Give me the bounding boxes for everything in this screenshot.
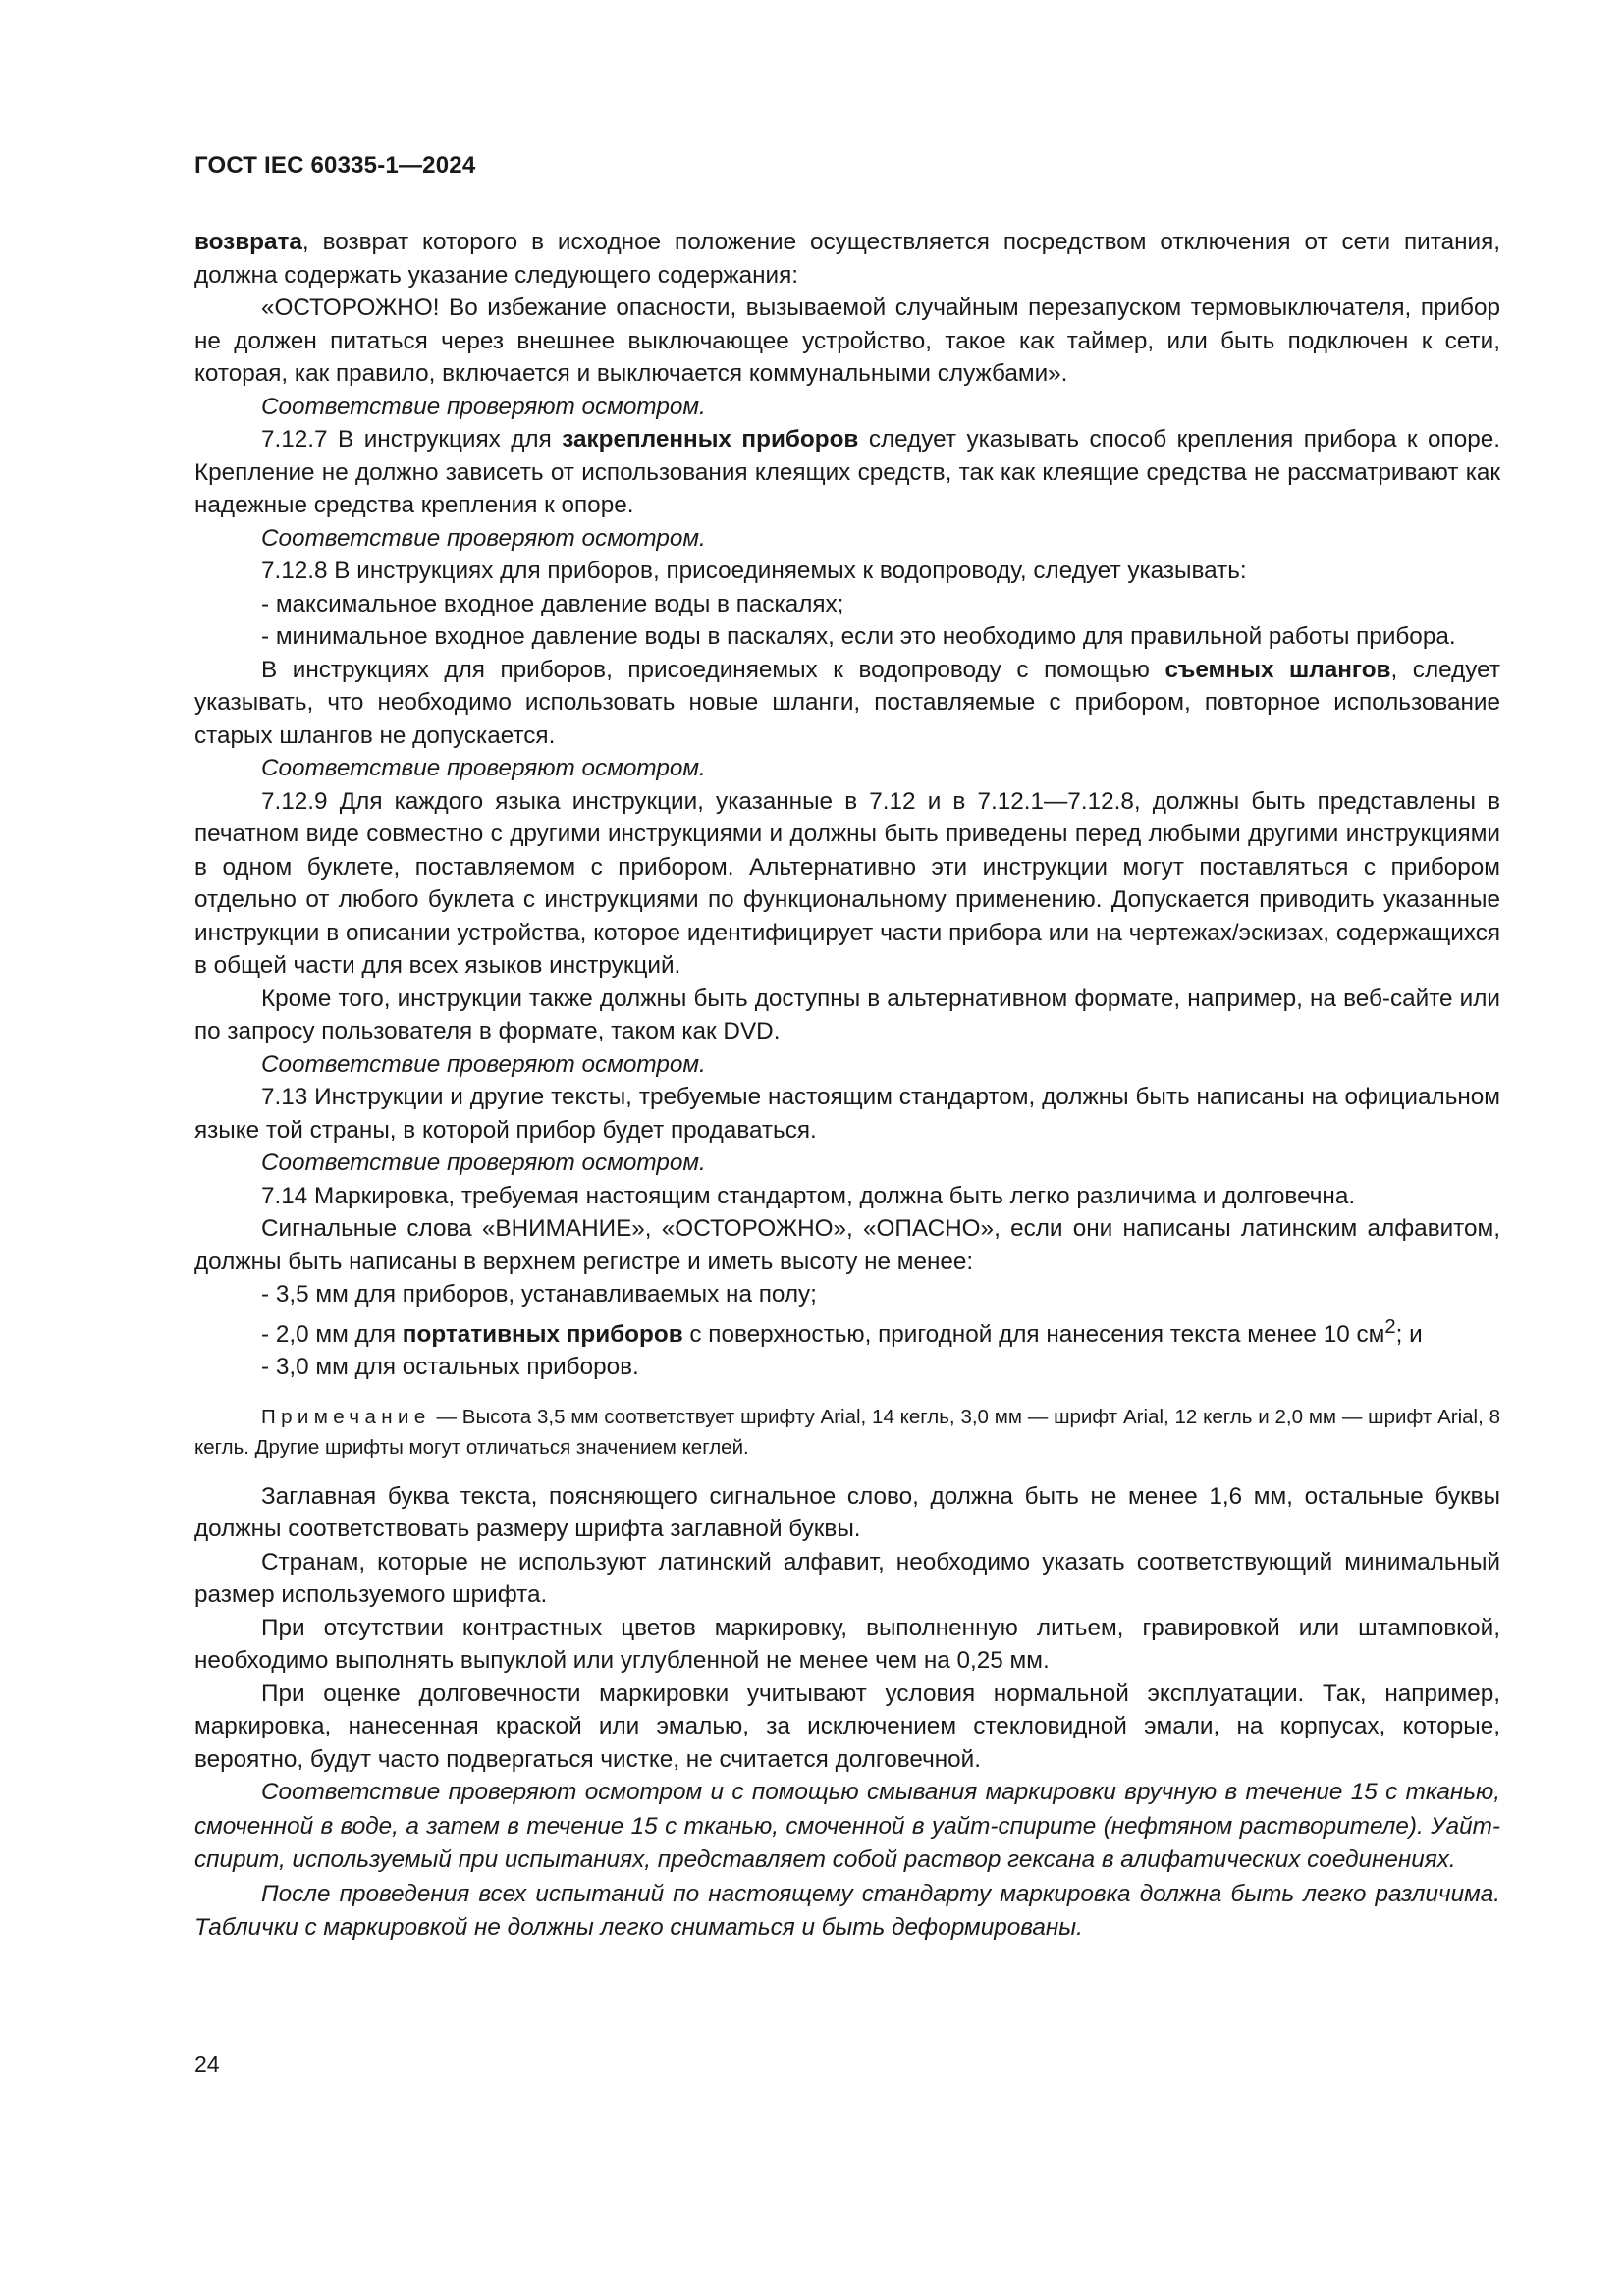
- compliance-check: После проведения всех испытаний по настоящему стандарту маркировка должна быть легко различима. Таблички с маркировкой не должны легко сниматься и быть деформированы.: [194, 1880, 1500, 1942]
- page-number: 24: [194, 2052, 220, 2077]
- list-item: - максимальное входное давление воды в паскалях;: [261, 590, 844, 617]
- term-bold: закрепленных приборов: [562, 426, 859, 453]
- clause-7-14: 7.14 Маркировка, требуемая настоящим стандартом, должна быть легко различима и долговечна.: [261, 1182, 1356, 1209]
- note: Примечание — Высота 3,5 мм соответствует шрифту Arial, 14 кегль, 3,0 мм — шрифт Arial, 12 кегль и 2,0 мм — шрифт Arial, 8 кегль. Другие шрифты могут отличаться значением кеглей.: [194, 1405, 1500, 1459]
- paragraph-contrast: При отсутствии контрастных цветов маркировку, выполненную литьем, гравировкой или штамповкой, необходимо выполнять выпуклой или углубленной не менее чем на 0,25 мм.: [194, 1614, 1500, 1675]
- paragraph-capital-letter: Заглавная буква текста, поясняющего сигнальное слово, должна быть не менее 1,6 мм, остальные буквы должны соответствовать размеру шрифта заглавной буквы.: [194, 1482, 1500, 1543]
- paragraph-signal-words: Сигнальные слова «ВНИМАНИЕ», «ОСТОРОЖНО», «ОПАСНО», если они написаны латинским алфавитом, должны быть написаны в верхнем регистре и иметь высоту не менее:: [194, 1215, 1500, 1275]
- compliance-check: Соответствие проверяют осмотром и с помощью смывания маркировки вручную в течение 15 с тканью, смоченной в воде, а затем в течение 15 с тканью, смоченной в уайт-спирите (нефтяном растворителе). Уайт-спирит, используемый при испытаниях, представляет собой раствор гексана в алифатических соединениях.: [194, 1779, 1500, 1874]
- paragraph-durability: При оценке долговечности маркировки учитывают условия нормальной эксплуатации. Так, например, маркировка, нанесенная краской или эмалью, за исключением стекловидной эмали, на корпусах, которые, вероятно, будут часто подвергаться чистке, не считается долговечной.: [194, 1680, 1500, 1773]
- compliance-check: Соответствие проверяют осмотром.: [261, 393, 706, 420]
- list-item: - 3,5 мм для приборов, устанавливаемых на полу;: [261, 1281, 817, 1308]
- clause-7-12-8: 7.12.8 В инструкциях для приборов, присоединяемых к водопроводу, следует указывать:: [261, 558, 1247, 584]
- clause-7-12-9: 7.12.9 Для каждого языка инструкции, указанные в 7.12 и в 7.12.1—7.12.8, должны быть представлены в печатном виде совместно с другими инструкциями и должны быть приведены перед любыми другими инструкциями в одном буклете, поставляемом с прибором. Альтернативно эти инструкции могут поставляться с прибором отдельно от любого буклета с инструкциями по функциональному применению. Допускается приводить указанные инструкции в описании устройства, которое идентифицирует части прибора или на чертежах/эскизах, содержащихся в общей части для всех языков инструкций.: [194, 787, 1500, 979]
- paragraph-1: возврата, возврат которого в исходное положение осуществляется посредством отключения от сети питания, должна содержать указание следующего содержания:: [194, 229, 1500, 289]
- list-item: - минимальное входное давление воды в паскалях, если это необходимо для правильной работы прибора.: [261, 623, 1456, 650]
- clause-7-12-7: 7.12.7 В инструкциях для закрепленных приборов следует указывать способ крепления прибора к опоре. Крепление не должно зависеть от использования клеящих средств, так как клеящие средства не рассматривают как надежные средства крепления к опоре.: [194, 426, 1500, 518]
- list-item: - 3,0 мм для остальных приборов.: [261, 1354, 639, 1381]
- term-bold: съемных шлангов: [1164, 656, 1391, 683]
- paragraph-non-latin: Странам, которые не используют латинский алфавит, необходимо указать соответствующий минимальный размер используемого шрифта.: [194, 1548, 1500, 1609]
- document-body: [194, 226, 1500, 1946]
- note-label: Примечание: [261, 1405, 431, 1428]
- term-bold: портативных приборов: [402, 1320, 683, 1348]
- paragraph-hoses: В инструкциях для приборов, присоединяемых к водопроводу с помощью съемных шлангов, следует указывать, что необходимо использовать новые шланги, поставляемые с прибором, повторное использование старых шлангов не допускается.: [194, 656, 1500, 749]
- compliance-check: Соответствие проверяют осмотром.: [261, 1050, 706, 1078]
- paragraph-alt-format: Кроме того, инструкции также должны быть доступны в альтернативном формате, например, на веб-сайте или по запросу пользователя в формате, таком как DVD.: [194, 985, 1500, 1044]
- term-bold: возврата: [194, 229, 302, 255]
- compliance-check: Соответствие проверяют осмотром.: [261, 1149, 706, 1176]
- paragraph-warning-quote: «ОСТОРОЖНО! Во избежание опасности, вызываемой случайным перезапуском термовыключателя, прибор не должен питаться через внешнее выключающее устройство, такое как таймер, или быть подключен к сети, которая, как правило, включается и выключается коммунальными службами».: [194, 294, 1500, 387]
- compliance-check: Соответствие проверяют осмотром.: [261, 524, 706, 552]
- list-item: - 2,0 мм для портативных приборов с поверхностью, пригодной для нанесения текста менее 10 $см^2$; и: [261, 1315, 1423, 1348]
- compliance-check: Соответствие проверяют осмотром.: [261, 755, 706, 781]
- page-header: ГОСТ IEC 60335-1—2024: [194, 152, 476, 179]
- clause-7-13: 7.13 Инструкции и другие тексты, требуемые настоящим стандартом, должны быть написаны на официальном языке той страны, в которой прибор будет продаваться.: [194, 1084, 1500, 1144]
